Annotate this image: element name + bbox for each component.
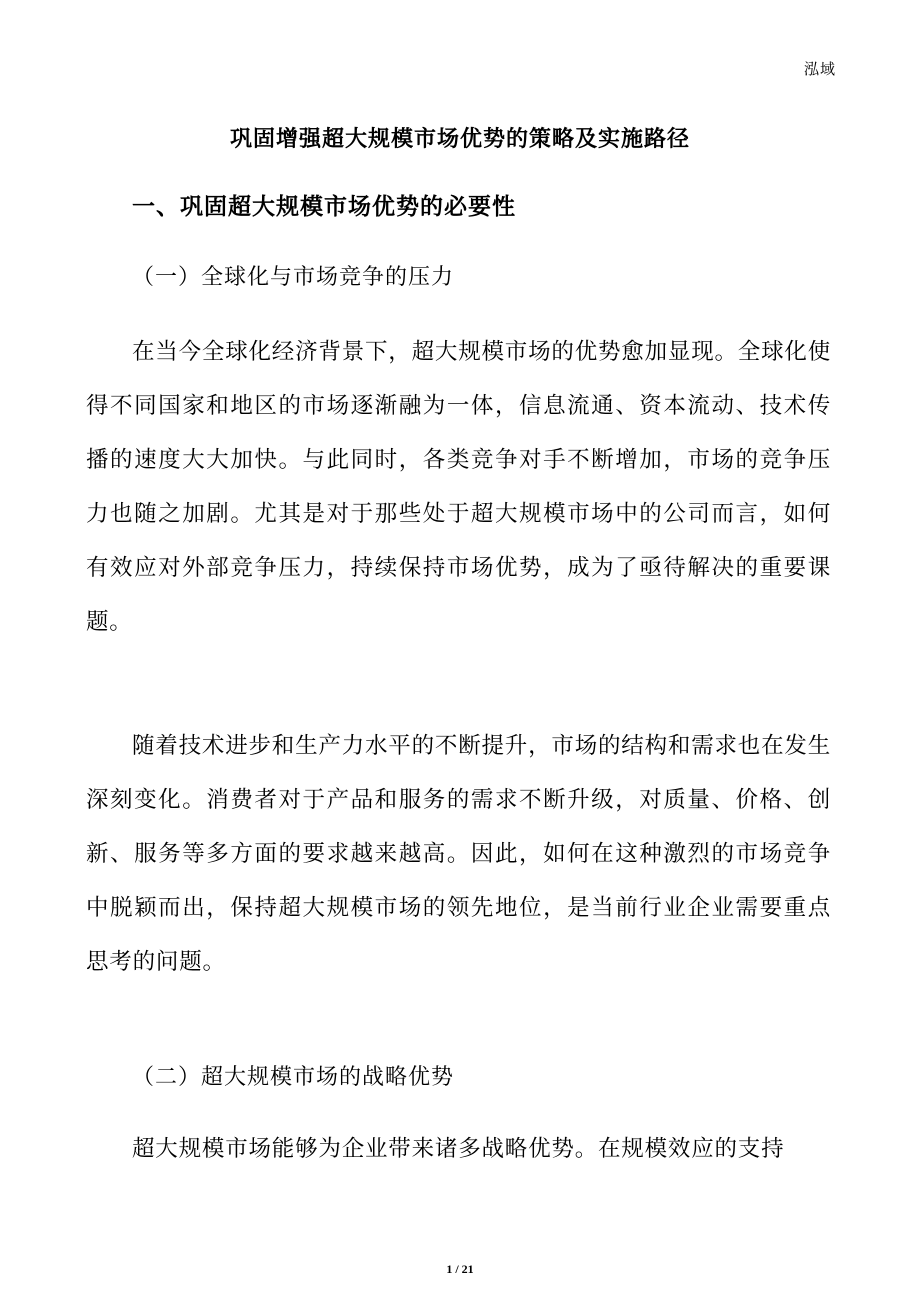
paragraph: 随着技术进步和生产力水平的不断提升，市场的结构和需求也在发生深刻变化。消费者对于产品和服务的需求不断升级，对质量、价格、创新、服务等多方面的要求越来越高。因此，如何在这种激烈的市场竞争中脱颖而出，保持超大规模市场的领先地位，是当前行业企业需要重点思考的问题。 — [86, 733, 832, 975]
paragraph: 在当今全球化经济背景下，超大规模市场的优势愈加显现。全球化使得不同国家和地区的市场逐渐融为一体，信息流通、资本流动、技术传播的速度大大加快。与此同时，各类竞争对手不断增加，市场的竞争压力也随之加剧。尤其是对于那些处于超大规模市场中的公司而言，如何有效应对外部竞争压力，持续保持市场优势，成为了亟待解决的重要课题。 — [86, 339, 832, 635]
subsection-heading-1: （一）全球化与市场竞争的压力 — [132, 265, 455, 290]
section-heading: 一、巩固超大规模市场优势的必要性 — [132, 193, 516, 220]
subsection-heading-2: （二）超大规模市场的战略优势 — [132, 1065, 455, 1090]
paragraph: 超大规模市场能够为企业带来诸多战略优势。在规模效应的支持 — [132, 1136, 785, 1162]
header-brand: 泓域 — [803, 60, 836, 78]
document-title: 巩固增强超大规模市场优势的策略及实施路径 — [229, 126, 690, 152]
page-number: 1 / 21 — [446, 1262, 474, 1276]
